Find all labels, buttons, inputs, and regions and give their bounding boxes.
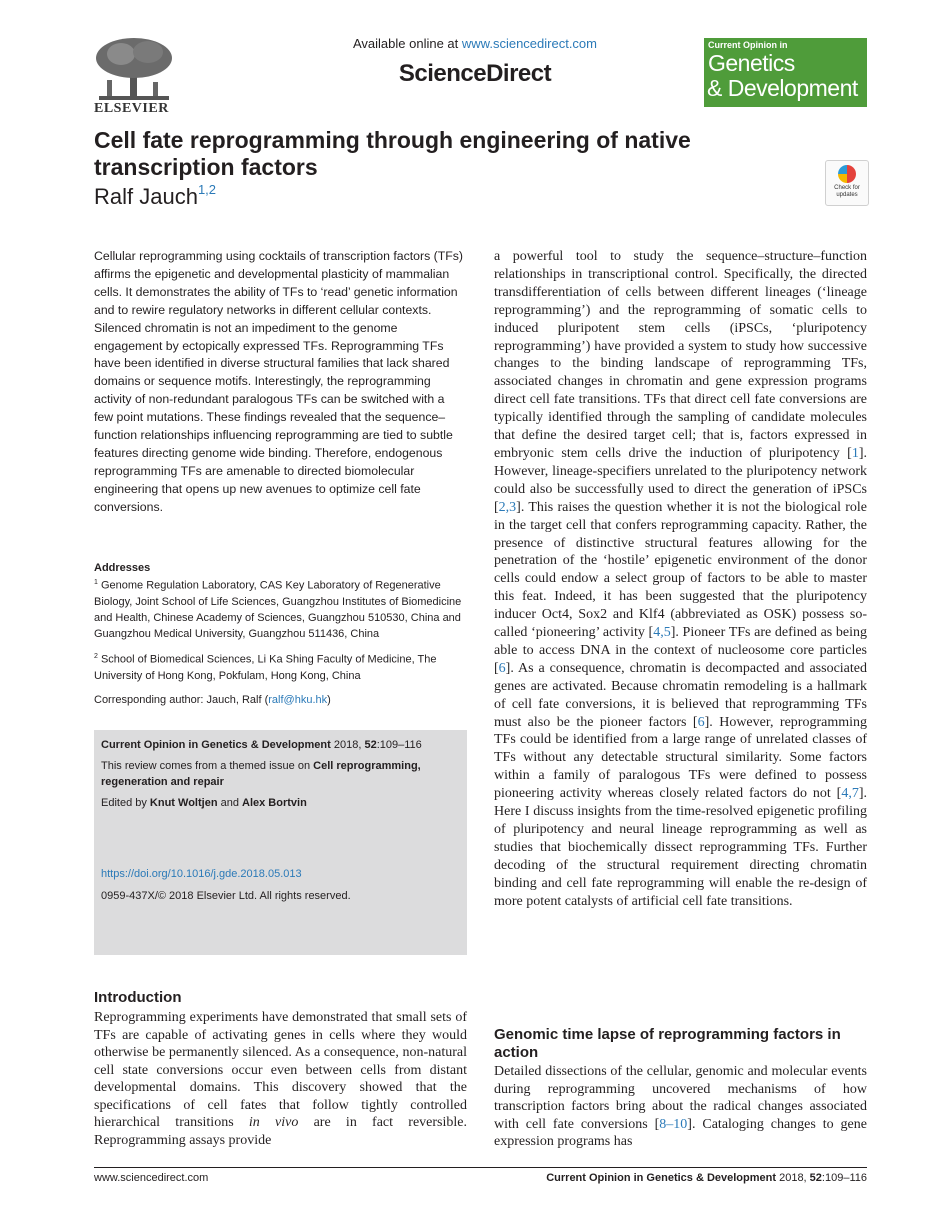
infobox-editor-2: Alex Bortvin bbox=[242, 797, 307, 809]
reference-link[interactable]: 6 bbox=[498, 660, 506, 676]
section-heading-genomic-time-lapse: Genomic time lapse of reprogramming factors in action bbox=[494, 1026, 841, 1061]
body-text-5: ]. As a consequence, chromatin is decompacted and associated genes are activated. Because chromatin remodeling is a hallmark of cell fate conversions, it is believed that reprogramming TFs must also be the pioneer factors [ bbox=[494, 660, 867, 730]
crossmark-label: Check for updates bbox=[834, 185, 860, 198]
introduction-heading: Introduction bbox=[94, 989, 182, 1006]
intro-text-end: are in fact reversible. Reprogramming assays provide bbox=[94, 1115, 467, 1148]
section-body-genomic bbox=[494, 1063, 867, 1151]
infobox-copyright: 0959-437X/© 2018 Elsevier Ltd. All rights reserved. bbox=[101, 890, 351, 902]
address-1-text: Genome Regulation Laboratory, CAS Key Laboratory of Regenerative Biology, Joint School of Life Sciences, Guangzhou Institutes of Biomedicine and Health, Chinese Academy of Sciences, Guangzhou 510530, China and Guangzhou Medical University, Guangzhou 511436, China bbox=[94, 579, 462, 640]
address-1 bbox=[94, 575, 466, 642]
body-text-6: ]. However, reprogramming TFs could be identified from a large range of unrelated classes of TFs without any detectable structural similarity. Some factors within a family of paralogous TFs were defined to possess pioneering activity whereas closely related factors do not [ bbox=[494, 714, 868, 802]
intro-text-main: Reprogramming experiments have demonstrated that small sets of TFs are capable of activating genes in cells where they would otherwise be permanently silenced. As a consequence, non-natural cell state conversions occur even between cells from distant developmental domains. This discovery showed that the specifications of cell fates that follow tightly controlled hierarchical transitions bbox=[94, 1010, 467, 1130]
address-2-sup: 2 bbox=[94, 653, 98, 660]
check-for-updates-button[interactable] bbox=[825, 160, 869, 206]
address-2-text: School of Biomedical Sciences, Li Ka Shing Faculty of Medicine, The University of Hong Kong, Pokfulam, Hong Kong, China bbox=[94, 653, 437, 682]
section-text-1: Detailed dissections of the cellular, genomic and molecular events during reprogramming uncovered mechanisms of how transcription factors bring about the radical changes associated with cell fate conversions [ bbox=[494, 1064, 867, 1132]
author-name: Ralf Jauch bbox=[94, 184, 198, 209]
infobox-volume: 52 bbox=[364, 739, 377, 751]
infobox-edited-by bbox=[101, 796, 461, 812]
intro-text-italic: in vivo bbox=[248, 1115, 299, 1130]
abstract: Cellular reprogramming using cocktails of transcription factors (TFs) affirms the epigenetic and developmental plasticity of mammalian cells. It demonstrates the ability of TFs to ‘read’ genetic information and to rewire regulatory networks in different cellular contexts. Silenced chromatin is not an impediment to the genome engagement by ectopically expressed TFs. Reprogramming TFs have been identified in diverse structural families that lack shared domains or sequence motifs. Interestingly, the reprogramming activity of non-redundant paralogous TFs can be switched with a few point mutations. These findings revealed that the sequence–function relationships influencing reprogramming are tied to subtle features directing genome wide binding. Therefore, endogenous reprogramming TFs are amenable to directed biomolecular engineering that opens up new avenues to optimize cell fate conversions. bbox=[94, 249, 464, 514]
footer-pages: :109–116 bbox=[821, 1172, 867, 1184]
journal-badge-line1: Genetics bbox=[708, 50, 795, 76]
author-affiliation-sup[interactable]: 1,2 bbox=[197, 182, 217, 197]
infobox-edited-and: and bbox=[217, 797, 243, 809]
infobox-themed-issue bbox=[101, 759, 461, 790]
author-line bbox=[94, 184, 216, 210]
reference-link[interactable]: 2,3 bbox=[498, 499, 517, 515]
doi-link[interactable]: https://doi.org/10.1016/j.gde.2018.05.013 bbox=[101, 868, 302, 880]
address-2 bbox=[94, 649, 466, 684]
crossmark-icon bbox=[838, 165, 856, 183]
footer-citation bbox=[546, 1172, 867, 1184]
sciencedirect-link[interactable]: www.sciencedirect.com bbox=[461, 36, 597, 51]
journal-badge-small: Current Opinion in bbox=[708, 40, 788, 50]
infobox-themed-name: Cell reprogramming, regeneration and repair bbox=[101, 760, 421, 788]
footer-year: 2018, bbox=[776, 1172, 810, 1184]
reference-link[interactable]: 4,7 bbox=[841, 786, 859, 802]
footer-volume: 52 bbox=[809, 1172, 822, 1184]
body-text-2: ]. However, lineage-specifiers unrelated to the pluripotency network could also be successfully used to direct the generation of iPSCs [ bbox=[494, 445, 867, 515]
address-1-sup: 1 bbox=[94, 579, 98, 586]
reference-link[interactable]: 6 bbox=[697, 714, 705, 730]
body-text-4: ]. Pioneer TFs are defined as being able to access DNA in the context of nucleosome core particles [ bbox=[494, 625, 867, 676]
infobox-pages: :109–116 bbox=[376, 739, 422, 751]
footer-divider bbox=[94, 1167, 867, 1168]
publisher-name: ELSEVIER bbox=[94, 101, 169, 116]
infobox-doi bbox=[101, 867, 461, 883]
corresponding-author bbox=[94, 694, 331, 706]
infobox-journal: Current Opinion in Genetics & Development bbox=[101, 739, 331, 751]
reference-link[interactable]: 1 bbox=[851, 445, 859, 461]
article-info-box bbox=[94, 730, 467, 955]
infobox-themed-prefix: This review comes from a themed issue on bbox=[101, 760, 314, 772]
infobox-edited-prefix: Edited by bbox=[101, 797, 150, 809]
section-text-2: ]. Cataloging changes to gene expression programs has bbox=[494, 1116, 867, 1149]
corresponding-email-link[interactable]: ralf@hku.hk bbox=[268, 694, 328, 706]
infobox-editor-1: Knut Woltjen bbox=[149, 797, 218, 809]
journal-badge bbox=[704, 38, 867, 107]
addresses-heading: Addresses bbox=[94, 562, 151, 574]
corresponding-prefix: Corresponding author: Jauch, Ralf ( bbox=[94, 694, 269, 706]
journal-badge-line2: & Development bbox=[707, 75, 858, 101]
body-text-1: a powerful tool to study the sequence–structure–function relationships in transcriptional control. Specifically, the directed transdifferentiation of cells between different lineages (‘lineage reprogramming’) and the reprogramming of somatic cells to induced pluripotent stem cells (iPSCs, ‘pluripotency reprogramming’) have provided a system to study how successive changes to the binding landscape of reprogramming TFs, associated changes in chromatin and gene expression programs direct cell fate transitions. TFs that direct cell fate conversions are typically identified through the sampling of candidate molecules that define the desired target cell; that is, factors expressed in embryonic stem cells drive the induction of pluripotency [ bbox=[494, 249, 867, 461]
reference-link[interactable]: 8–10 bbox=[659, 1116, 688, 1132]
footer-journal: Current Opinion in Genetics & Development bbox=[546, 1172, 777, 1184]
infobox-year: 2018, bbox=[330, 739, 365, 751]
footer-website: www.sciencedirect.com bbox=[94, 1172, 209, 1184]
introduction-body bbox=[94, 1009, 467, 1149]
article-title: Cell fate reprogramming through engineering of native transcription factors bbox=[94, 127, 691, 180]
sciencedirect-title: ScienceDirect bbox=[398, 60, 552, 87]
available-prefix: Available online at bbox=[352, 36, 462, 51]
body-text-7: ]. Here I discuss insights from the time-resolved epigenetic profiling of pluripotency and neural lineage reprogramming as well as studies that biochemically dissect reprogramming TFs. Further decoding of the structural requirement directing chromatin binding and cell fate reprogramming will enable the re-design of more potent catalysts of artificial cell fate transitions. bbox=[494, 786, 867, 909]
reference-link[interactable]: 4,5 bbox=[653, 625, 671, 641]
right-column-body bbox=[494, 248, 867, 911]
corresponding-suffix: ) bbox=[327, 694, 331, 706]
infobox-citation bbox=[101, 738, 461, 754]
body-text-3: ]. This raises the question whether it is not the biological role in the target cell that confers reprogramming capacity. Rather, the presence of distinctive structural features allowing for the penetration of the ‘hostile’ epigenetic environment of the donor cells could endow a select group of factors to be able to master this feat. Indeed, it has been suggested that the pluripotency inducer Oct4, Sox2 and Klf4 (abbreviated as OSK) possess so-called ‘pioneering’ activity [ bbox=[494, 499, 867, 641]
